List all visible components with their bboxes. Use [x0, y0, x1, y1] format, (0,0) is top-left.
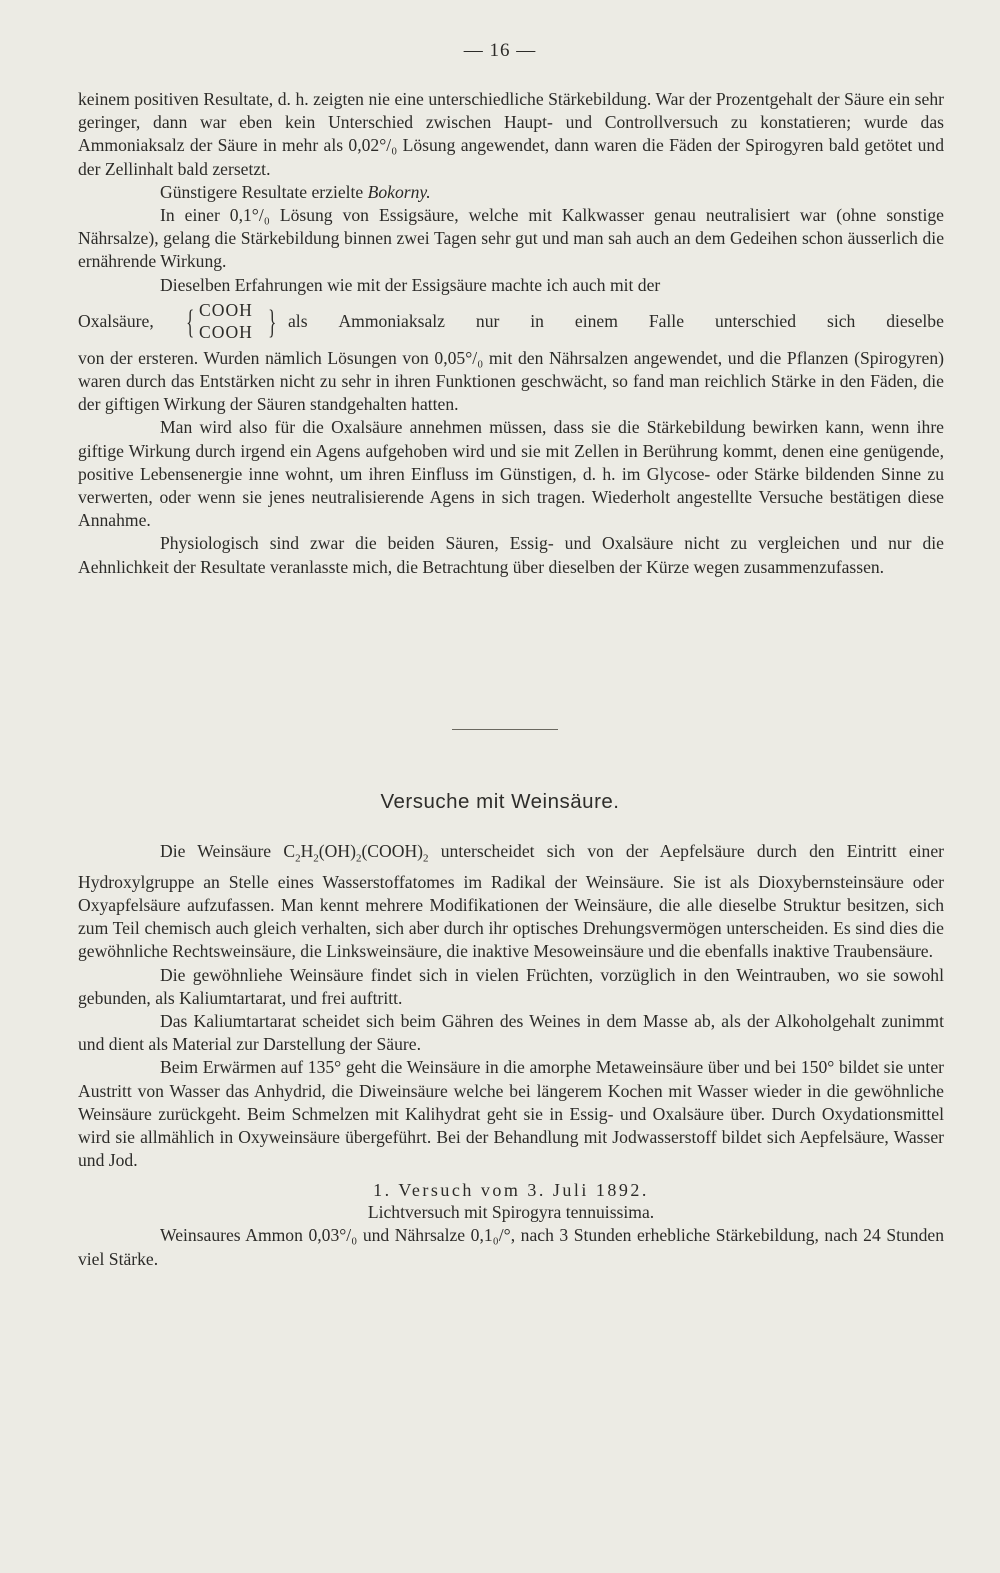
word: einem	[574, 310, 618, 331]
left-brace-icon: {	[186, 303, 195, 341]
formula-subscript: 2	[355, 852, 362, 865]
section-divider	[452, 729, 558, 730]
paragraph-text: unterscheidet sich von der Aepfelsäure durch den Eintritt einer Hydroxylgruppe an Stelle eines Wasserstoffatomes im Radikal der Weinsäure. Sie ist als Dioxybernsteinsäure oder Oxyapfelsäure aufzufassen. Man kennt mehrere Modifikationen der Weinsäure, die alle dieselbe Struktur besitzen, sich zum Teil chemisch auch gleich verhalten, sich aber durch ihr optisches Drehungsvermögen unterscheiden. Es sind dies die gewöhnliche Rechtsweinsäure, die Linksweinsäure, die inaktive Mesoweinsäure und die ebenfalls inaktive Traubensäure.	[78, 841, 944, 962]
paragraph-erwaermen: Beim Erwärmen auf 135° geht die Weinsäure in die amorphe Metaweinsäure über und bei 150° bildet sie unter Austritt von Wasser das Anhydrid, die Diweinsäure welche bei längerem Kochen mit Wasser wieder in die gewöhnliche Weinsäure zurückgeht. Beim Schmelzen mit Kalihydrat geht sie in Essig- und Oxalsäure über. Durch Oxydationsmittel wird sie allmählich in Oxyweinsäure übergeführt. Bei der Behandlung mit Jodwasserstoff bildet sich Aepfelsäure, Wasser und Jod.	[78, 1057, 944, 1171]
formula-pre-text: Oxalsäure,	[78, 310, 154, 331]
formula-subscript: 2	[313, 852, 319, 865]
page-number: — 16 —	[463, 40, 537, 61]
right-brace-icon: }	[268, 303, 277, 341]
formula-post-text	[288, 311, 944, 332]
lower-text-block	[78, 840, 944, 1271]
paragraph-oxal-intro: Dieselben Erfahrungen wie mit der Essigsäure machte ich auch mit der	[160, 274, 661, 295]
paragraph-oxal-rest: von der ersteren. Wurden nämlich Lösungen von 0,05°/₀ mit den Nährsalzen angewendet, und die Pflanzen (Spirogyren) waren durch das Entstärken nicht zu sehr in ihren Funktionen geschwächt, so fand man reichlich Stärke in den Fäden, die der giftigen Wirkung der Säuren standgehalten hatten.	[78, 347, 944, 415]
word: in	[530, 310, 544, 331]
formula-part: (COOH)	[361, 841, 424, 861]
paragraph-kaliumtartarat: Das Kaliumtartarat scheidet sich beim Gähren des Weines in dem Masse ab, als der Alkoholgehalt zunimmt und dient als Material zur Darstellung der Säure.	[78, 1010, 944, 1055]
bokorny-prefix: Günstigere Resultate erzielte	[160, 181, 364, 202]
word: dieselbe	[886, 310, 944, 331]
experiment-title: 1. Versuch vom 3. Juli 1892.	[373, 1180, 649, 1201]
paragraph-bokorny	[78, 181, 944, 204]
oxalsaeure-formula-line	[78, 297, 944, 347]
word: als	[288, 310, 308, 331]
formula-part: (OH)	[318, 841, 356, 861]
word: Ammoniaksalz	[338, 310, 445, 331]
formula-subscript: 2	[423, 852, 429, 865]
bokorny-name: Bokorny.	[367, 181, 431, 202]
formula-part: Die Weinsäure C	[160, 841, 296, 861]
paragraph-weinsaeure-intro	[78, 840, 944, 964]
experiment-text: Weinsaures Ammon 0,03°/₀ und Nährsalze 0,1₀/°, nach 3 Stunden erhebliche Stärkebildung, nach 24 Stunden viel Stärke.	[78, 1225, 944, 1269]
word: sich	[826, 310, 856, 331]
paragraph-man-wird: Man wird also für die Oxalsäure annehmen müssen, dass sie die Stärkebildung bewirken kann, wenn ihre giftige Wirkung durch irgend ein Agens aufgehoben wird und sie mit Zellen in Berührung kommt, denen eine genügende, positive Lebensenergie inne wohnt, um ihren Einfluss im Günstigen, d. h. im Glycose- oder Stärke bildenden Sinne zu verwerten, oder wenn sie jenes neutralisierende Agens in sich tragen. Wiederholt angestellte Versuche bestätigen diese Annahme.	[78, 417, 944, 531]
formula-bottom: COOH	[199, 321, 253, 342]
paragraph-weinsaeure-vorkommen: Die gewöhnliehe Weinsäure findet sich in vielen Früchten, vorzüglich in den Weintrauben, wo sie sowohl gebunden, als Kaliumtartarat, und frei auftritt.	[78, 964, 944, 1008]
word: Falle	[648, 310, 685, 331]
experiment-subtitle: Lichtversuch mit Spirogyra tennuissima.	[367, 1202, 655, 1223]
formula-part: H	[300, 841, 314, 861]
paragraph-resultate: keinem positiven Resultate, d. h. zeigten nie eine unterschiedliche Stärkebildung. War der Prozentgehalt der Säure ein sehr geringer, dann war eben kein Unterschied zwischen Haupt- und Controllversuch zu konstatieren; wurde das Ammoniaksalz der Säure in mehr als 0,02°/₀ Lösung angewendet, dann waren die Fäden der Spirogyren bald getötet und der Zellinhalt bald zersetzt.	[78, 89, 944, 179]
upper-text-block	[78, 88, 944, 579]
word: unterschied	[714, 310, 797, 331]
formula-subscript: 2	[295, 852, 301, 865]
paragraph-physiologisch: Physiologisch sind zwar die beiden Säuren, Essig- und Oxalsäure nicht zu vergleichen und nur die Aehnlichkeit der Resultate veranlasste mich, die Betrachtung über dieselben der Kürze wegen zusammenzufassen.	[78, 533, 944, 577]
section-heading: Versuche mit Weinsäure.	[380, 790, 620, 813]
formula-stack	[199, 299, 253, 343]
formula-top: COOH	[199, 299, 253, 320]
paragraph-essigsaeure: In einer 0,1°/₀ Lösung von Essigsäure, welche mit Kalkwasser genau neutralisiert war (ohne sonstige Nährsalze), gelang die Stärkebildung binnen zwei Tagen sehr gut und man sah auch an dem Gedeihen schon äusserlich die ernährende Wirkung.	[78, 205, 944, 272]
word: nur	[475, 310, 500, 331]
